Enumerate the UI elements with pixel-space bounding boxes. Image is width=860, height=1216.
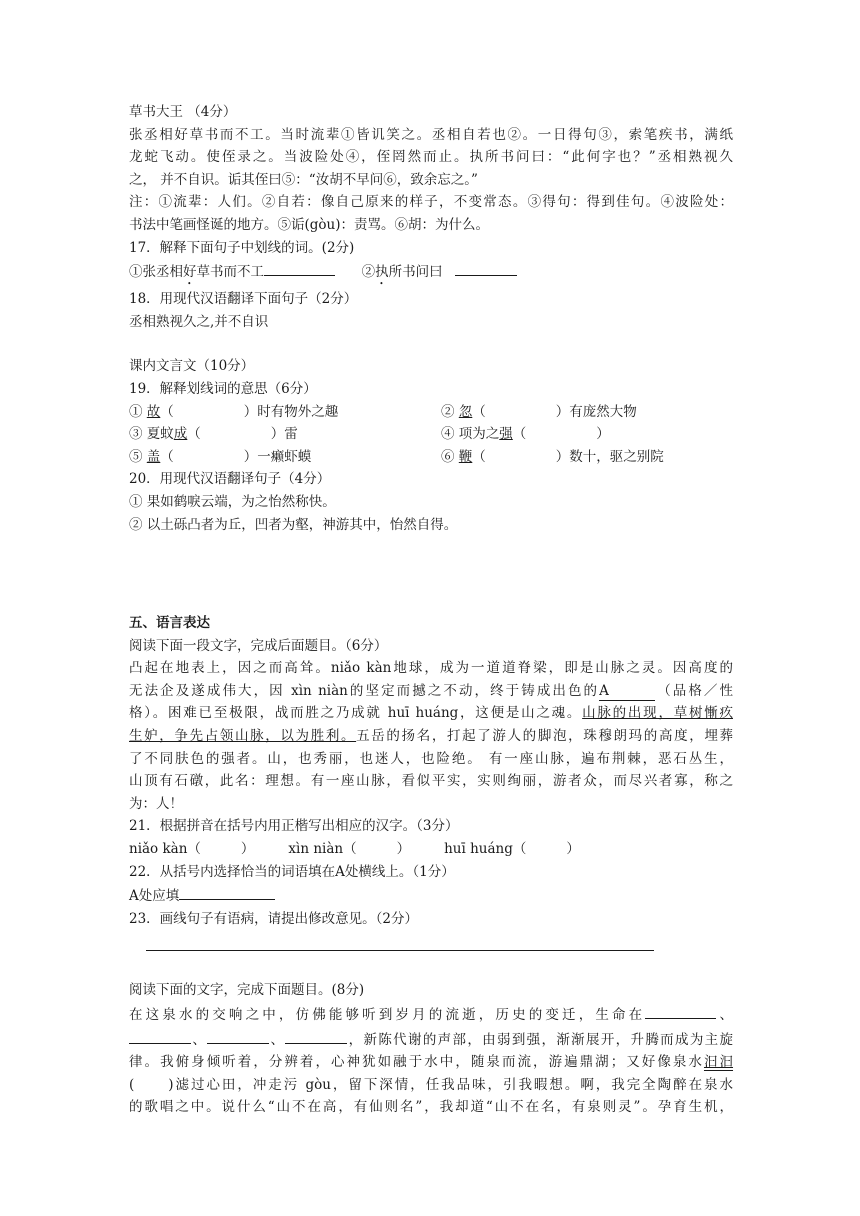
q21-pinyin: niǎo kàn <box>129 841 188 858</box>
section5-line <box>129 725 733 748</box>
q17-a-prefix: ①张丞相 <box>129 264 183 281</box>
q19-open: （ <box>187 426 201 443</box>
q19-num: ① <box>129 403 143 420</box>
reading2-text: 、 <box>716 1007 733 1023</box>
reading2-text: ) <box>168 1076 174 1093</box>
q20-title: 20．用现代汉语翻译句子（4分） <box>129 471 331 488</box>
q19-item-3 <box>129 423 441 446</box>
section5-text: （品格／性 <box>655 682 733 699</box>
reading2-text: 在这泉水的交响之中，仿佛能够听到岁月的流逝，历史的变迁，生命在 <box>129 1007 646 1023</box>
q17-title: 17．解释下面句子中划线的词。(2分) <box>129 239 355 256</box>
q19-item-6 <box>441 446 664 469</box>
q19-word: 忽 <box>458 403 473 420</box>
q19-num: ⑤ <box>129 448 143 465</box>
reading2-text: 、 <box>191 1031 208 1048</box>
q21-open: （ <box>187 841 201 858</box>
inclass-section-title: 课内文言文（10分） <box>129 358 255 375</box>
q20-item: ① 果如鹤唳云端，为之怡然称快。 <box>129 493 336 510</box>
page-content <box>129 101 733 1119</box>
q19-item-2 <box>441 401 637 424</box>
notes-line: 注：①流辈：人们。②自若：像自己原来的样子，不变常态。③得句：得到佳句。④波险处： <box>129 194 733 211</box>
q21-close: ） <box>240 841 255 858</box>
q19-open: （ <box>512 426 527 443</box>
reading2-blank[interactable] <box>285 1027 347 1044</box>
reading2-text: ，新陈代谢的声部，由弱到强，渐渐展开，升腾而成为主旋 <box>347 1031 734 1048</box>
reading2-text: 滤过心田，冲走污 gòu，留下深情，任我品味，引我暇想。啊，我完全陶醉在泉水 <box>173 1076 733 1093</box>
q19-word: 故 <box>146 403 161 420</box>
q19-row <box>129 401 733 424</box>
q21-items <box>129 838 733 861</box>
q19-open: （ <box>160 448 174 465</box>
reading2-line <box>129 1002 733 1027</box>
reading2-intro: 阅读下面的文字，完成下面题目。(8分) <box>129 982 365 999</box>
q19-word: 鞭 <box>458 448 473 465</box>
q19-rest: ）有庞然大物 <box>555 403 637 420</box>
q19-rest: ） <box>596 426 610 443</box>
q19-num: ② <box>441 403 455 420</box>
q17-b-suffix: 所书问曰 <box>388 264 443 281</box>
passage-line: 张丞相好草书而不工。当时流辈①皆讥笑之。丞相自若也②。一日得句③，索笔疾书，满纸 <box>129 126 733 143</box>
q19-word: 盖 <box>146 448 161 465</box>
q22-answer-blank[interactable] <box>179 883 275 900</box>
q19-open: （ <box>160 403 174 420</box>
section5-line: 为：人！ <box>129 795 183 812</box>
q19-row <box>129 423 733 446</box>
q19-title: 19．解释划线词的意思（6分） <box>129 380 317 397</box>
section5-heading: 五、语言表达 <box>129 615 210 632</box>
q17-b-word: 执 <box>375 264 389 281</box>
q21-open: （ <box>512 841 527 858</box>
q19-rest: ）雷 <box>270 426 298 443</box>
reading2-line <box>129 1051 733 1074</box>
q21-pinyin: huī huáng <box>444 841 513 858</box>
reading2-marked-word: 汩汩 <box>703 1054 734 1071</box>
q18-title: 18．用现代汉语翻译下面句子（2分） <box>129 291 358 308</box>
reading2-line <box>129 1027 733 1052</box>
section5-line: 山顶有石礅，此名：理想。有一座山脉，看似平实，实则绚丽，游者众，而尽兴者寡，称之 <box>129 773 733 790</box>
section5-text: 五岳的扬名，打起了游人的脚泡，珠穆朗玛的高度，埋葬 <box>356 728 734 745</box>
q19-row <box>129 446 733 469</box>
q19-rest: ）数十，驱之别院 <box>555 448 664 465</box>
q22-label: A处应填 <box>129 888 180 905</box>
section5-line <box>129 680 733 703</box>
reading2-blank[interactable] <box>207 1027 269 1044</box>
q18-sentence: 丞相熟视久之,并不自识 <box>129 313 269 330</box>
q17-items <box>129 259 733 288</box>
q19-prefix: 夏蚊 <box>146 426 174 443</box>
q19-word: 强 <box>499 426 513 443</box>
q19-num: ④ <box>441 426 455 443</box>
q19-rest: ）时有物外之趣 <box>243 403 339 420</box>
section5-line <box>129 702 733 725</box>
notes-line: 书法中笔画怪诞的地方。⑤诟(gòu)：责骂。⑥胡：为什么。 <box>129 216 489 233</box>
q20-item: ② 以土砾凸者为丘，凹者为壑，神游其中，怡然自得。 <box>129 516 458 533</box>
section5-text: 无法企及遂成伟大，因 xìn niàn的坚定而撼之不动，终于铸成出色的 <box>129 682 600 699</box>
q23-title: 23．画线句子有语病，请提出修改意见。（2分） <box>129 910 419 927</box>
q21-open: （ <box>343 841 357 858</box>
q17-a-suffix: 草书而不工 <box>196 264 264 281</box>
blank-a[interactable]: A <box>599 682 655 701</box>
reading2-blank[interactable] <box>129 1027 191 1044</box>
reading2-text: 律。我俯身倾听着，分辨着，心神犹如融于水中，随泉而流，游遍鼎湖；又好像泉水 <box>129 1054 704 1071</box>
passage-line: 之， 并不自识。诟其侄曰⑤：“汝胡不早问⑥，致余忘之。” <box>129 171 478 188</box>
q17-a-answer-blank[interactable] <box>264 259 335 276</box>
q19-num: ③ <box>129 426 143 443</box>
q17-a-word: 好 <box>183 264 197 281</box>
q19-open: （ <box>472 403 486 420</box>
passage-line: 龙蛇飞动。使侄录之。当波险处④，侄罔然而止。执所书问曰：“此何字也？”丞相熟视久 <box>129 149 733 166</box>
section5-line: 凸起在地表上，因之而高耸。niǎo kàn地球，成为一道道脊梁，即是山脉之灵。因高度的 <box>129 660 733 677</box>
q21-pinyin: xìn niàn <box>288 841 344 858</box>
q19-num: ⑥ <box>441 448 455 465</box>
reading2-text: 、 <box>269 1031 286 1048</box>
section5-intro: 阅读下面一段文字，完成后面题目。（6分） <box>129 637 388 654</box>
reading2-line: 的歌唱之中。说什么“山不在高，有仙则名”，我却道“山不在名，有泉则灵”。孕育生机， <box>129 1099 733 1116</box>
q19-prefix: 项为之 <box>458 426 500 443</box>
q17-b-prefix: ② <box>361 264 376 281</box>
reading2-line <box>129 1074 733 1097</box>
underlined-sentence: 山脉的出现，草树慚疚 <box>582 705 733 722</box>
q19-open: （ <box>472 448 486 465</box>
reading2-text: ( <box>129 1076 135 1093</box>
q21-title: 21．根据拼音在括号内用正楷写出相应的汉字。（3分） <box>129 818 459 835</box>
q21-close: ） <box>566 841 580 858</box>
passage-title: 草书大王 （4分） <box>129 104 237 120</box>
q19-item-1 <box>129 401 441 424</box>
section5-text: 格）。困难已至极限，战而胜之乃成就 huī huáng，这便是山之魂。 <box>129 705 583 722</box>
underlined-sentence: 生妒，争先占领山脉，以为胜利。 <box>129 728 357 745</box>
section5-line: 了不同肤色的强者。山，也秀丽，也迷人，也险绝。 有一座山脉，遍布荆棘，恶石丛生， <box>129 750 733 767</box>
q19-item-5 <box>129 446 441 469</box>
q17-b-answer-blank[interactable] <box>455 259 517 276</box>
q19-rest: ）一癞虾蟆 <box>243 448 312 465</box>
q22-fill <box>129 883 733 908</box>
q19-item-4 <box>441 423 610 446</box>
q22-title: 22．从括号内选择恰当的词语填在A处横线上。（1分） <box>129 863 455 880</box>
q21-close: ） <box>396 841 411 858</box>
reading2-blank[interactable] <box>645 1002 716 1019</box>
q19-word: 成 <box>173 426 188 443</box>
q23-answer-line[interactable] <box>146 938 654 951</box>
